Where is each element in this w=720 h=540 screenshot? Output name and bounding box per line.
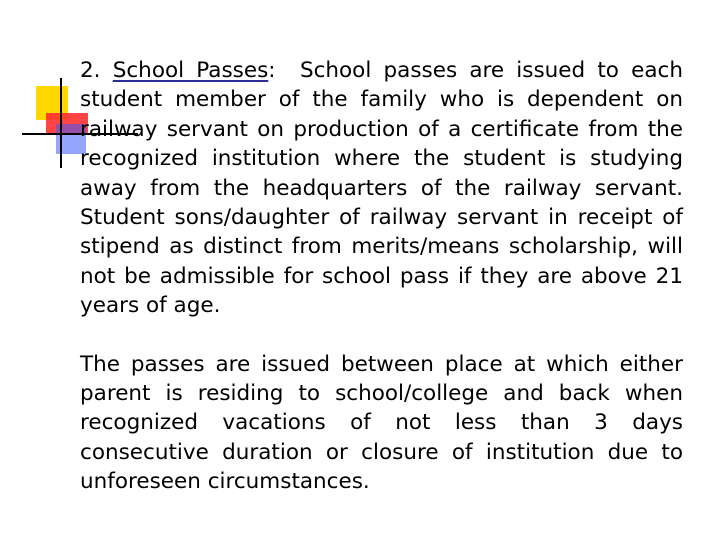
section-heading-colon: : [268, 58, 276, 83]
paragraph-2: The passes are issued between place at which either parent is residing to school/college and back when recognized vacations of not less than 3 days consecutive duration or closure of institution due to unforeseen circumstances. [80, 351, 683, 495]
paragraph-1 [80, 56, 683, 321]
decoration-vertical-line [60, 78, 62, 168]
section-heading: School Passes [112, 58, 269, 83]
slide-body [80, 56, 683, 497]
section-number: 2. [80, 58, 101, 83]
paragraph-1-text: School passes are issued to each student member of the family who is dependent on railway servant on production of a certificate from the recognized institution where the student is studying away from the headquarters of the railway servant. Student sons/daughter of railway servant in receipt of stipend as distinct from merits/means scholarship, will not be admissible for school pass if they are above 21 years of age. [80, 58, 683, 319]
